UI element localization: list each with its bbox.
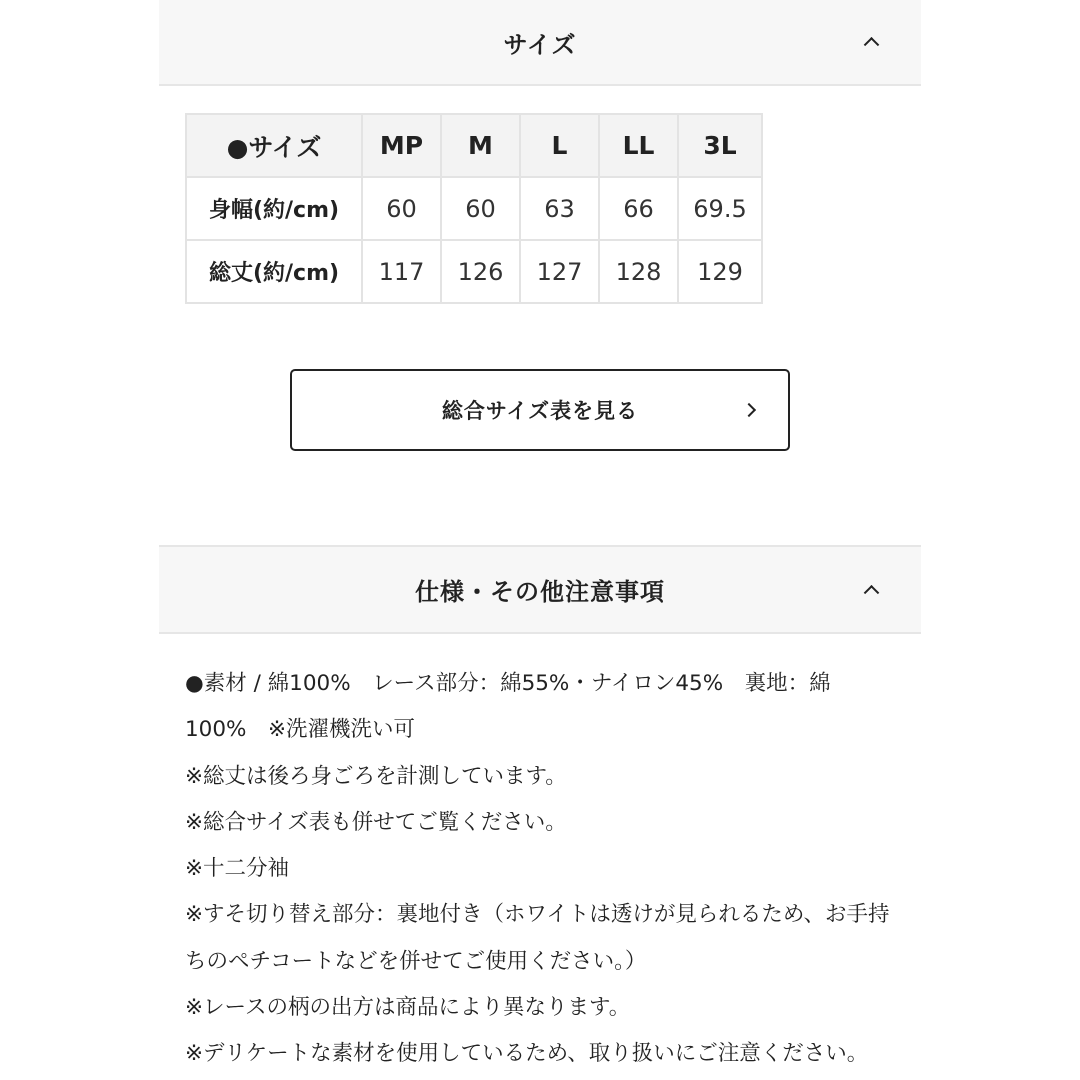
size-chart-button[interactable]	[290, 369, 790, 451]
size-table-cell: 69.5	[678, 177, 762, 240]
size-table-cell: 129	[678, 240, 762, 303]
size-table-cell: 128	[599, 240, 678, 303]
size-table-header-cell: L	[520, 114, 599, 177]
size-table-header-cell: 3L	[678, 114, 762, 177]
spec-section-header[interactable]	[159, 545, 921, 634]
table-row	[186, 240, 762, 303]
chevron-up-icon[interactable]	[864, 584, 880, 600]
size-table-header-cell: MP	[362, 114, 441, 177]
spec-note-line: ※すそ切り替え部分：裏地付き（ホワイトは透けが見られるため、お手持	[185, 902, 890, 928]
spec-note-line: ※十二分袖	[185, 856, 290, 882]
chevron-right-icon	[742, 403, 756, 417]
size-table-row-label: 総丈(約/cm)	[186, 240, 362, 303]
size-table-cell: 117	[362, 240, 441, 303]
size-table-header-row	[186, 114, 762, 177]
size-table-cell: 126	[441, 240, 520, 303]
size-table-header-cell: ●サイズ	[186, 114, 362, 177]
table-row	[186, 177, 762, 240]
size-table-cell: 60	[441, 177, 520, 240]
size-table-header-cell: M	[441, 114, 520, 177]
spec-notes	[185, 661, 890, 1078]
size-chart-button-label: 総合サイズ表を見る	[441, 399, 639, 423]
size-table-row-label: 身幅(約/cm)	[186, 177, 362, 240]
spec-note-line: 100% ※洗濯機洗い可	[185, 717, 415, 743]
spec-note-line: ※レースの柄の出方は商品により異なります。	[185, 995, 631, 1021]
size-section-header[interactable]	[159, 0, 921, 86]
spec-note-line: ※総合サイズ表も併せてご覧ください。	[185, 809, 567, 835]
size-table-cell: 127	[520, 240, 599, 303]
size-table-header-cell: LL	[599, 114, 678, 177]
spec-section-title: 仕様・その他注意事項	[415, 578, 665, 606]
spec-note-line: ※総丈は後ろ身ごろを計測しています。	[185, 763, 567, 789]
size-table-cell: 60	[362, 177, 441, 240]
size-table	[185, 113, 763, 304]
size-table-cell: 63	[520, 177, 599, 240]
spec-note-line: ※デリケートな素材を使用しているため、取り扱いにご注意ください。	[185, 1041, 869, 1067]
size-section-title: サイズ	[503, 30, 577, 59]
spec-note-line: ちのペチコートなどを併せてご使用ください。）	[185, 948, 647, 974]
size-table-cell: 66	[599, 177, 678, 240]
spec-note-line: ●素材 / 綿100% レース部分：綿55%・ナイロン45% 裏地：綿	[185, 671, 831, 696]
chevron-up-icon[interactable]	[864, 37, 880, 53]
